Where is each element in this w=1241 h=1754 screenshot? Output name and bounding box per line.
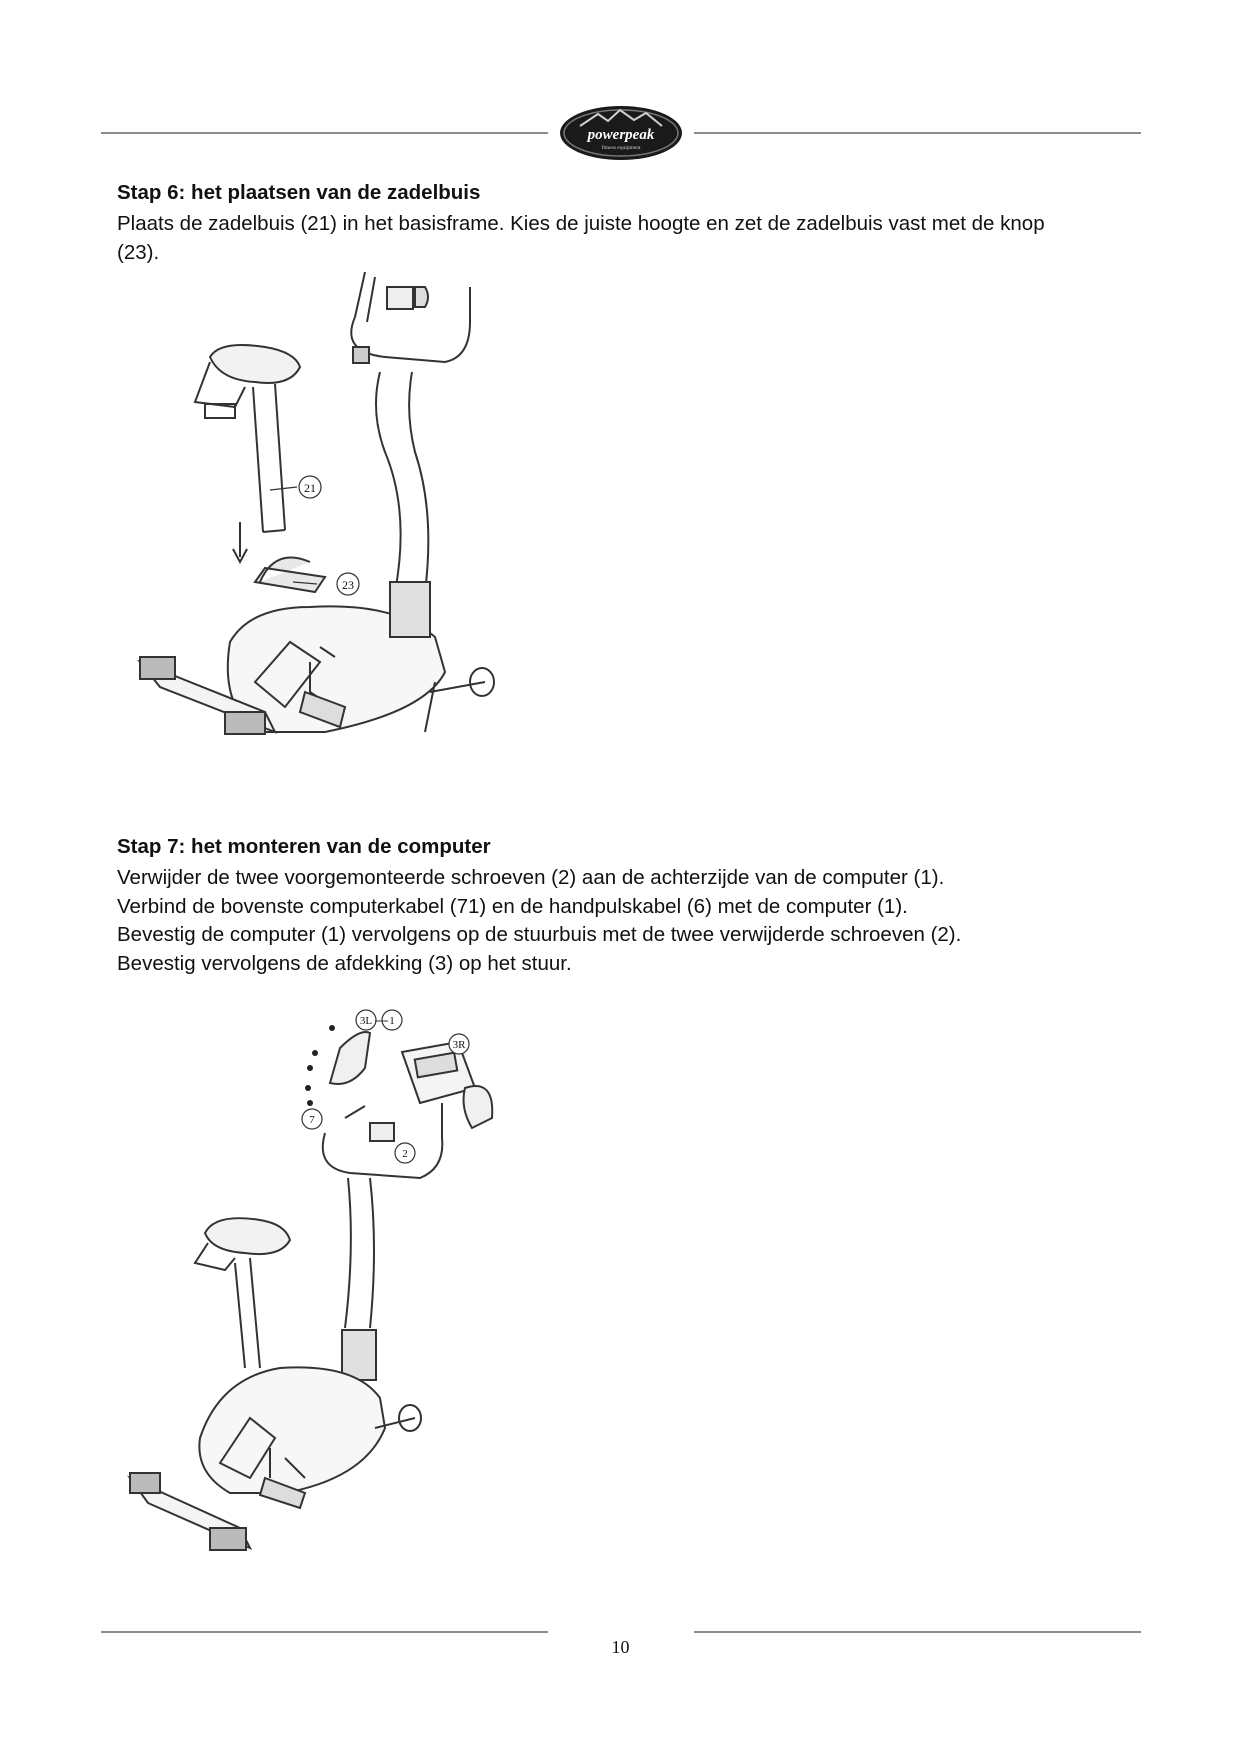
step6-illustration — [125, 262, 505, 837]
step6-line-1: Plaats de zadelbuis (21) in het basisframe. Kies de juiste hoogte en zet de zadelbuis vast met de knop — [117, 212, 1045, 235]
step7-title: Stap 7: het monteren van de computer — [117, 835, 491, 858]
step7-line-2: Verbind de bovenste computerkabel (71) en de handpulskabel (6) met de computer (1). — [117, 894, 908, 918]
footer-rule-right — [694, 1631, 1141, 1633]
callout-2: 2 — [402, 1148, 408, 1160]
page-number: 10 — [611, 1637, 630, 1657]
logo-subtext: fitness equipment — [601, 145, 641, 151]
callout-3r: 3R — [452, 1039, 466, 1051]
callout-7: 7 — [309, 1114, 315, 1126]
step7-line-1: Verwijder de twee voorgemonteerde schroeven (2) aan de achterzijde van de computer (1). — [117, 866, 945, 889]
step7-line-4: Bevestig vervolgens de afdekking (3) op het stuur. — [117, 951, 572, 975]
header-rule-right — [694, 132, 1141, 134]
callout-21: 21 — [304, 481, 316, 495]
step7-line-3: Bevestig de computer (1) vervolgens op de stuurbuis met de twee verwijderde schroeven (2). — [117, 923, 962, 946]
header-rule-left — [101, 132, 548, 134]
step6-text — [117, 210, 1117, 267]
callout-1: 1 — [389, 1015, 395, 1027]
footer-rule-left — [101, 1631, 548, 1633]
step7-illustration — [120, 1008, 520, 1593]
powerpeak-logo — [558, 104, 684, 162]
callout-3l: 3L — [359, 1015, 373, 1027]
step6-title: Stap 6: het plaatsen van de zadelbuis — [117, 181, 481, 204]
step6-line-2: (23). — [117, 240, 160, 264]
step7-text — [117, 864, 1117, 978]
callout-23: 23 — [342, 578, 354, 592]
logo-text: powerpeak — [587, 127, 655, 143]
